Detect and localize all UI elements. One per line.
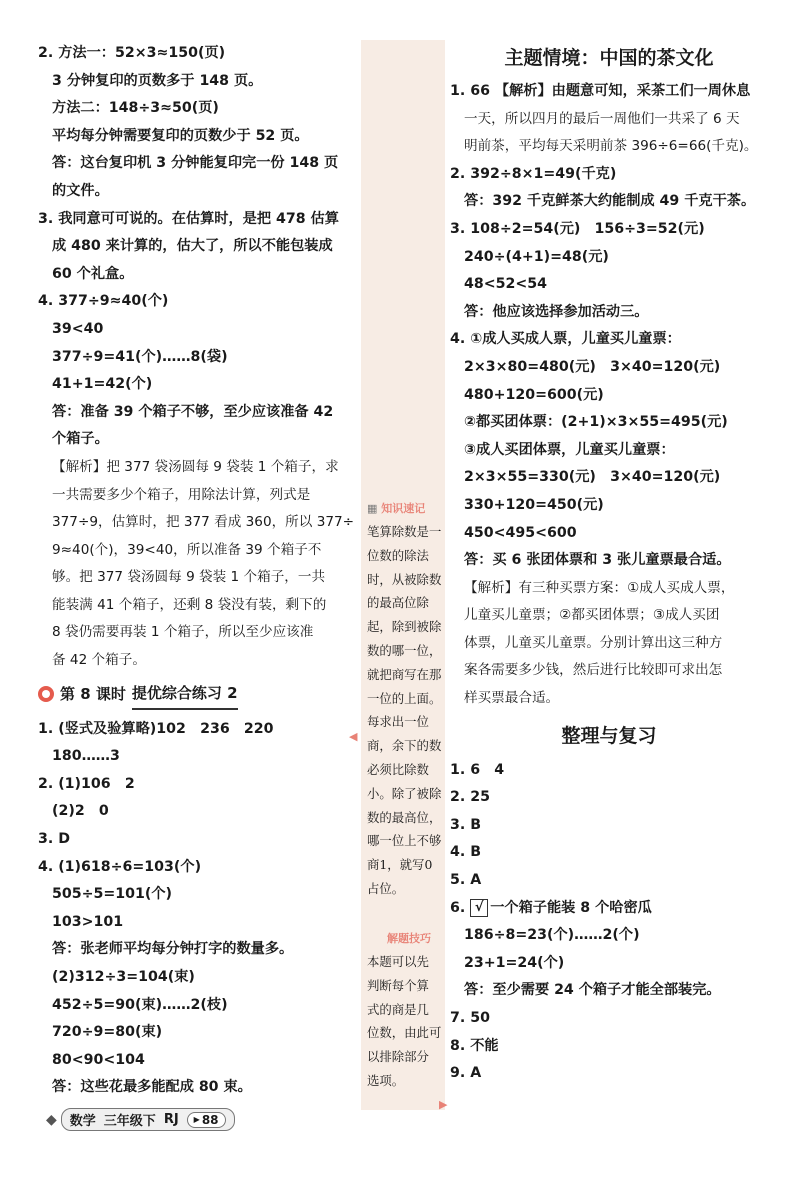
answer-line: 2×3×55=330(元) 3×40=120(元) <box>464 469 721 486</box>
knowledge-note-title: ▦ 知识速记 <box>367 502 426 515</box>
answer-line: 答：他应该选择参加活动三。 <box>464 303 649 320</box>
answer-line: 103>101 <box>52 913 124 930</box>
answer-line: 4. B <box>450 844 482 861</box>
answer-line: 505÷5=101(个) <box>52 886 173 903</box>
note-line: 必须比除数 <box>367 761 429 777</box>
checkmark-icon: √ <box>470 899 488 917</box>
note-line: 数的最高位， <box>367 809 442 825</box>
answer-line: 的文件。 <box>52 182 109 199</box>
answer-line: 答：至少需要 24 个箱子才能全部装完。 <box>464 982 721 999</box>
note-line: 选项。 <box>367 1072 405 1088</box>
knowledge-note <box>367 500 447 901</box>
answer-line: 1. 66 【解析】由题意可知，采茶工们一周休息 <box>450 83 751 99</box>
answer-line: 答：准备 39 个箱子不够，至少应该准备 42 <box>52 403 334 420</box>
answer-line: 8. 不能 <box>450 1037 499 1054</box>
answer-line: 2. 方法一：52×3≈150(页) <box>38 45 226 61</box>
answer-line: 4. ①成人买成人票，儿童买儿童票： <box>450 331 681 348</box>
note-line: 每求出一位 <box>367 714 429 730</box>
answer-line: 3 分钟复印的页数多于 148 页。 <box>52 72 263 89</box>
note-line: 就把商写在那 <box>367 666 442 682</box>
answer-line: 2. 25 <box>450 789 490 806</box>
explanation-line: 体票，儿童买儿童票。分别计算出这三种方 <box>464 634 723 651</box>
tip-note-title: 解题技巧 <box>387 932 431 945</box>
answer-line: 方法二：148÷3≈50(页) <box>52 100 219 117</box>
answer-line: 2. (1)106 2 <box>38 775 135 792</box>
answer-line: 5. A <box>450 872 482 889</box>
right-column <box>450 40 768 1088</box>
answer-line: 答：392 千克鲜茶大约能制成 49 千克干茶。 <box>464 193 756 210</box>
pointer-arrow-icon: ◀ <box>349 730 358 743</box>
answer-line: 3. 108÷2=54(元) 156÷3=52(元) <box>450 220 705 237</box>
explanation-line: 备 42 个箱子。 <box>52 652 146 669</box>
answer-line: ②都买团体票：(2+1)×3×55=495(元) <box>464 414 728 431</box>
explanation-line: 一共需要多少个箱子，用除法计算，列式是 <box>52 486 311 503</box>
answer-line: 180……3 <box>52 748 120 765</box>
note-line: 判断每个算 <box>367 977 429 993</box>
answer-line: 平均每分钟需要复印的页数少于 52 页。 <box>52 127 309 144</box>
answer-line: 3. B <box>450 816 482 833</box>
note-line: 小。除了被除 <box>367 785 442 801</box>
answer-line: 1. 6 4 <box>450 761 505 778</box>
section-title: 整理与复习 <box>561 724 657 747</box>
answer-line: 450<495<600 <box>464 524 577 541</box>
explanation-line: 9≈40(个)，39<40，所以准备 39 个箱子不 <box>52 541 322 558</box>
note-line: 以排除部分 <box>367 1049 429 1065</box>
answer-line: 41+1=42(个) <box>52 376 153 393</box>
note-line: 本题可以先 <box>367 954 429 969</box>
answer-line: 答：买 6 张团体票和 3 张儿童票最合适。 <box>464 552 731 569</box>
note-line: 的最高位除 <box>367 595 429 611</box>
edition-label: RJ <box>163 1112 179 1127</box>
answer-line: 明前茶，平均每天采明前茶 396÷6=66(千克)。 <box>464 138 758 155</box>
explanation-line: 够。把 377 袋汤圆每 9 袋装 1 个箱子，一共 <box>52 569 326 586</box>
answer-line: 答：这些花最多能配成 80 束。 <box>52 1079 252 1096</box>
answer-line: 39<40 <box>52 320 104 337</box>
question-number: 6. <box>450 899 466 916</box>
answer-line: 3. 我同意可可说的。在估算时，是把 478 估算 <box>38 210 339 227</box>
tip-note <box>367 950 447 1093</box>
answer-line: 48<52<54 <box>464 276 548 293</box>
answer-line: (2)312÷3=104(束) <box>52 969 195 985</box>
note-line: 位数，由此可 <box>367 1025 442 1041</box>
explanation-line: 8 袋仍需要再装 1 个箱子，所以至少应该准 <box>52 624 314 641</box>
explanation-line: 【解析】把 377 袋汤圆每 9 袋装 1 个箱子，求 <box>52 458 339 475</box>
note-line: 式的商是几 <box>367 1001 429 1017</box>
note-line: 笔算除数是一 <box>367 524 442 539</box>
answer-line: 23+1=24(个) <box>464 954 565 971</box>
answer-line: 60 个礼盒。 <box>52 265 134 282</box>
answer-line: 377÷9=41(个)……8(袋) <box>52 348 228 365</box>
subject-label: 数学 <box>69 1114 96 1129</box>
answer-line: (2)2 0 <box>52 803 109 820</box>
answer-line: 答：这台复印机 3 分钟能复印完一份 148 页 <box>52 155 339 172</box>
answer-line: 720÷9=80(束) <box>52 1024 163 1041</box>
answer-line: 452÷5=90(束)……2(枝) <box>52 996 228 1013</box>
question-text: 一个箱子能装 8 个哈密瓜 <box>490 899 652 916</box>
explanation-line: 能装满 41 个箱子，还剩 8 袋没有装，剩下的 <box>52 596 327 613</box>
note-line: 起，除到被除 <box>367 619 442 635</box>
margin-notes <box>349 40 448 1111</box>
note-line: 位数的除法 <box>367 547 429 563</box>
answer-line: 4. 377÷9≈40(个) <box>38 293 169 310</box>
pointer-arrow-icon: ▶ <box>439 1098 448 1111</box>
note-line: 商，余下的数 <box>367 738 442 754</box>
explanation-line: 样买票最合适。 <box>464 690 560 707</box>
answer-line: 330+120=450(元) <box>464 496 604 513</box>
answer-line: 个箱子。 <box>52 431 109 448</box>
grade-label: 三年级下 <box>103 1114 156 1129</box>
note-line: 时，从被除数 <box>367 571 442 587</box>
answer-line: 9. A <box>450 1065 482 1082</box>
note-line: 占位。 <box>367 880 405 896</box>
answer-line: 240÷(4+1)=48(元) <box>464 248 609 265</box>
section-title: 主题情境：中国的茶文化 <box>504 47 714 69</box>
answer-line: 2×3×80=480(元) 3×40=120(元) <box>464 358 721 375</box>
answer-line-q6 <box>450 895 768 923</box>
answer-line: 一天，所以四月的最后一周他们一共采了 6 天 <box>464 110 740 127</box>
note-icon: ▦ <box>367 502 382 515</box>
answer-line: 7. 50 <box>450 1010 490 1026</box>
answer-line: 成 480 来计算的，估大了，所以不能包装成 <box>52 238 333 255</box>
explanation-line: 【解析】有三种买票方案：①成人买成人票， <box>464 579 735 596</box>
lesson-header <box>38 679 356 710</box>
answer-line: 80<90<104 <box>52 1051 145 1068</box>
leaf-icon: ◆ <box>46 1111 57 1128</box>
answer-line: 答：张老师平均每分钟打字的数量多。 <box>52 941 294 958</box>
left-column <box>38 40 356 1102</box>
lesson-title: 提优综合练习 2 <box>132 679 238 710</box>
note-line: 一位的上面。 <box>367 690 442 706</box>
page-footer <box>46 1108 235 1131</box>
book-info <box>61 1108 235 1131</box>
play-icon: ▶ <box>193 1115 200 1124</box>
answer-line: 1. (竖式及验算略)102 236 220 <box>38 720 274 737</box>
explanation-line: 案各需要多少钱，然后进行比较即可求出怎 <box>464 662 723 679</box>
note-line: 商1，就写0 <box>367 857 433 873</box>
explanation-line: 儿童买儿童票；②都买团体票；③成人买团 <box>464 607 720 624</box>
note-line: 数的哪一位， <box>367 642 442 658</box>
answer-line: 186÷8=23(个)……2(个) <box>464 927 640 944</box>
answer-line: 480+120=600(元) <box>464 386 604 403</box>
lesson-icon <box>38 686 54 702</box>
answer-line: 3. D <box>38 831 70 848</box>
answer-line: ③成人买团体票，儿童买儿童票： <box>464 441 675 458</box>
lesson-number: 第 8 课时 <box>60 685 126 704</box>
answer-line: 2. 392÷8×1=49(千克) <box>450 165 617 182</box>
note-line: 哪一位上不够 <box>367 833 442 849</box>
page-number: ▶ 88 <box>187 1112 226 1128</box>
explanation-line: 377÷9，估算时，把 377 看成 360，所以 377÷ <box>52 514 355 531</box>
answer-line: 4. (1)618÷6=103(个) <box>38 858 202 875</box>
